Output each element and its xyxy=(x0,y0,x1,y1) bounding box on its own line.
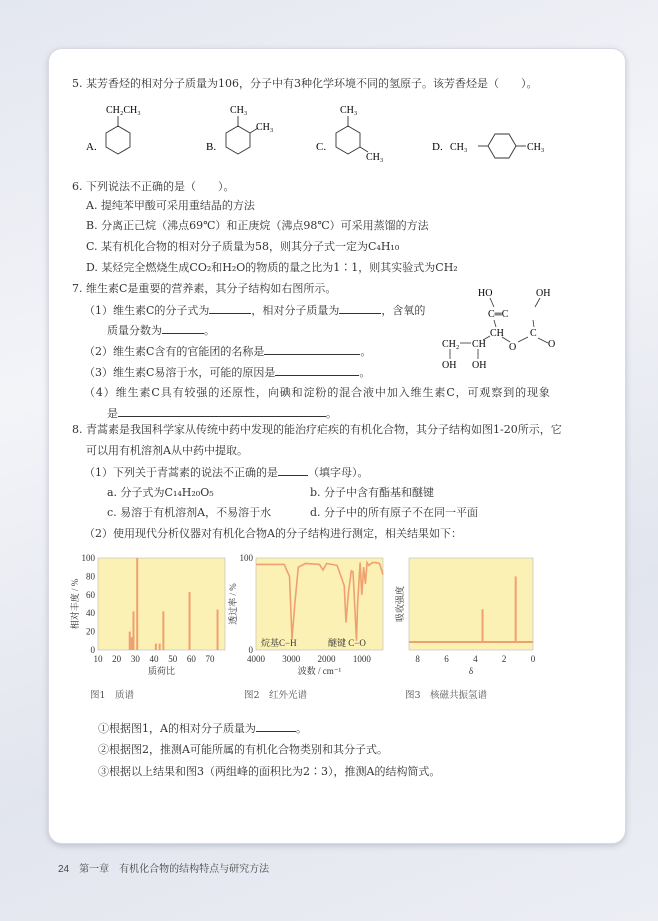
svg-text:CH₂: CH₂ xyxy=(442,339,460,350)
x-tick-label: 50 xyxy=(168,654,178,664)
spectrum-peak xyxy=(132,611,134,650)
spectrum-peak xyxy=(136,558,138,650)
spectrum-peak xyxy=(159,644,161,650)
spectrum-peak xyxy=(155,644,157,650)
methyl-group: CH₃ xyxy=(366,152,384,163)
x-tick-label: 4 xyxy=(473,654,478,664)
q8-option-b: b. 分子中含有酯基和醚键 xyxy=(310,486,435,499)
y-tick-label: 80 xyxy=(86,571,95,582)
vitamin-c-structure xyxy=(420,282,556,372)
svg-text:C═C: C═C xyxy=(488,309,509,320)
svg-text:OH: OH xyxy=(536,288,551,299)
benzene-ring-c xyxy=(336,116,368,154)
x-tick-label: 4000 xyxy=(247,654,265,664)
spectrum-peak xyxy=(515,576,517,642)
benzene-ring-b xyxy=(226,116,258,154)
svg-text:OH: OH xyxy=(472,360,487,371)
svg-text:HO: HO xyxy=(478,288,493,299)
benzene-ring-a xyxy=(106,116,130,154)
y-tick-label: 20 xyxy=(86,626,95,637)
y-axis-label: 吸收强度 xyxy=(395,585,405,623)
y-axis-label: 透过率 / % xyxy=(228,583,238,625)
q8-option-a: a. 分子式为C₁₄H₂₀O₅ xyxy=(107,486,214,499)
figure3-caption: 图3 核磁共振氢谱 xyxy=(405,690,488,701)
annotation-label: 烷基C−H xyxy=(261,638,297,648)
x-tick-label: 60 xyxy=(186,654,196,664)
q7-part1: （1）维生素C的分子式为 ，相对分子质量为 ，含氧的 xyxy=(84,304,426,317)
spectra-figures xyxy=(0,540,658,705)
q8-option-d: d. 分子中的所有原子不在同一平面 xyxy=(310,506,479,519)
y-tick-label: 0 xyxy=(248,645,253,655)
q8-option-c: c. 易溶于有机溶剂A，不易溶于水 xyxy=(107,506,272,519)
y-tick-label: 60 xyxy=(86,589,95,600)
svg-text:CH: CH xyxy=(490,328,504,339)
q5-option-a-label: A. xyxy=(86,141,97,153)
q8-part2: （2）使用现代分析仪器对有机化合物A的分子结构进行测定，相关结果如下： xyxy=(84,527,462,540)
y-axis-label: 相对丰度 / % xyxy=(70,578,80,630)
page-footer xyxy=(58,860,269,875)
x-tick-label: 30 xyxy=(130,654,140,664)
methyl-group: CH₃ xyxy=(340,105,358,116)
q7-part1-cont: 质量分数为 。 xyxy=(107,324,215,337)
spectrum-peak xyxy=(189,592,191,650)
x-axis-label: 波数 / cm⁻¹ xyxy=(297,666,342,676)
q8-stem-cont: 可以用有机溶剂A从中药中提取。 xyxy=(86,444,248,457)
q7-part3: （3）维生素C易溶于水，可能的原因是 。 xyxy=(84,366,371,379)
chart-plot-area xyxy=(98,558,225,650)
svg-text:O: O xyxy=(509,342,517,353)
q8-sub3: ③根据以上结果和图3（两组峰的面积比为2∶3），推测A的结构简式。 xyxy=(98,765,441,778)
methyl-group: CH₃ xyxy=(256,122,274,133)
spectrum-peak xyxy=(129,632,131,650)
y-tick-label: 0 xyxy=(90,645,95,655)
svg-text:OH: OH xyxy=(442,360,457,371)
benzene-ring-d xyxy=(478,134,526,158)
chart-plot-area xyxy=(409,558,533,650)
q8-sub1: ①根据图1，A的相对分子质量为 。 xyxy=(98,722,307,735)
q5-stem: 5. 某芳香烃的相对分子质量为106，分子中有3种化学环境不同的氢原子。该芳香烃是（ ）。 xyxy=(72,77,538,90)
svg-text:CH: CH xyxy=(472,339,486,350)
x-tick-label: 2000 xyxy=(317,654,336,664)
figure2-caption: 图2 红外光谱 xyxy=(244,690,308,701)
x-tick-label: 10 xyxy=(93,654,103,664)
q8-part1: （1）下列关于青蒿素的说法不正确的是 （填字母）。 xyxy=(84,466,369,479)
spectrum-peak xyxy=(217,610,219,650)
spectrum-peak xyxy=(131,637,133,650)
x-tick-label: 40 xyxy=(149,654,159,664)
q5-structures xyxy=(80,100,580,166)
y-tick-label: 40 xyxy=(86,608,95,619)
y-tick-label: 100 xyxy=(239,553,253,563)
q5-option-b-label: B. xyxy=(206,141,217,153)
q5-option-d-label: D. xyxy=(432,141,443,153)
q5-option-c-label: C. xyxy=(316,141,327,153)
q6-stem: 6. 下列说法不正确的是（ ）。 xyxy=(72,180,235,193)
ethyl-group: CH₂CH₃ xyxy=(106,105,141,116)
svg-text:C: C xyxy=(530,328,537,339)
y-tick-label: 100 xyxy=(81,553,95,563)
x-tick-label: 70 xyxy=(205,654,215,664)
annotation-label: 醚键 C−O xyxy=(328,638,366,648)
methyl-group: CH₃ xyxy=(230,105,248,116)
q7-part4: （4）维生素C具有较强的还原性，向碘和淀粉的混合液中加入维生素C，可观察到的现象 xyxy=(84,386,551,399)
methyl-group: CH₃ xyxy=(450,142,468,153)
svg-text:O: O xyxy=(548,339,556,350)
x-tick-label: 0 xyxy=(530,654,536,664)
methyl-group: CH₃ xyxy=(527,142,545,153)
q8-sub2: ②根据图2，推测A可能所属的有机化合物类别和其分子式。 xyxy=(98,743,388,756)
q7-part4-cont: 是 。 xyxy=(107,407,337,420)
x-axis-label: 质荷比 xyxy=(147,666,176,676)
chapter-title: 第一章 有机化合物的结构特点与研究方法 xyxy=(79,864,270,875)
x-tick-label: 20 xyxy=(112,654,122,664)
x-axis-label: δ xyxy=(468,666,474,676)
q7-part2: （2）维生素C含有的官能团的名称是 。 xyxy=(84,345,372,358)
spectrum-peak xyxy=(482,609,484,642)
x-tick-label: 1000 xyxy=(352,654,371,664)
q6-option-a: A. 提纯苯甲酸可采用重结晶的方法 xyxy=(86,199,255,212)
q8-stem: 8. 青蒿素是我国科学家从传统中药中发现的能治疗疟疾的有机化合物，其分子结构如图1-20所示，它 xyxy=(72,423,562,436)
page-number: 24 xyxy=(58,864,70,875)
q6-option-b: B. 分离正己烷（沸点69℃）和正庚烷（沸点98℃）可采用蒸馏的方法 xyxy=(86,219,429,232)
q6-option-d: D. 某烃完全燃烧生成CO₂和H₂O的物质的量之比为1∶1，则其实验式为CH₂ xyxy=(86,261,458,274)
x-tick-label: 2 xyxy=(501,654,507,664)
x-tick-label: 8 xyxy=(415,654,420,664)
x-tick-label: 3000 xyxy=(282,654,301,664)
figure1-caption: 图1 质谱 xyxy=(90,690,135,701)
x-tick-label: 6 xyxy=(444,654,449,664)
spectrum-peak xyxy=(162,611,164,650)
q7-stem: 7. 维生素C是重要的营养素，其分子结构如右图所示。 xyxy=(72,282,337,295)
q6-option-c: C. 某有机化合物的相对分子质量为58，则其分子式一定为C₄H₁₀ xyxy=(86,240,400,253)
